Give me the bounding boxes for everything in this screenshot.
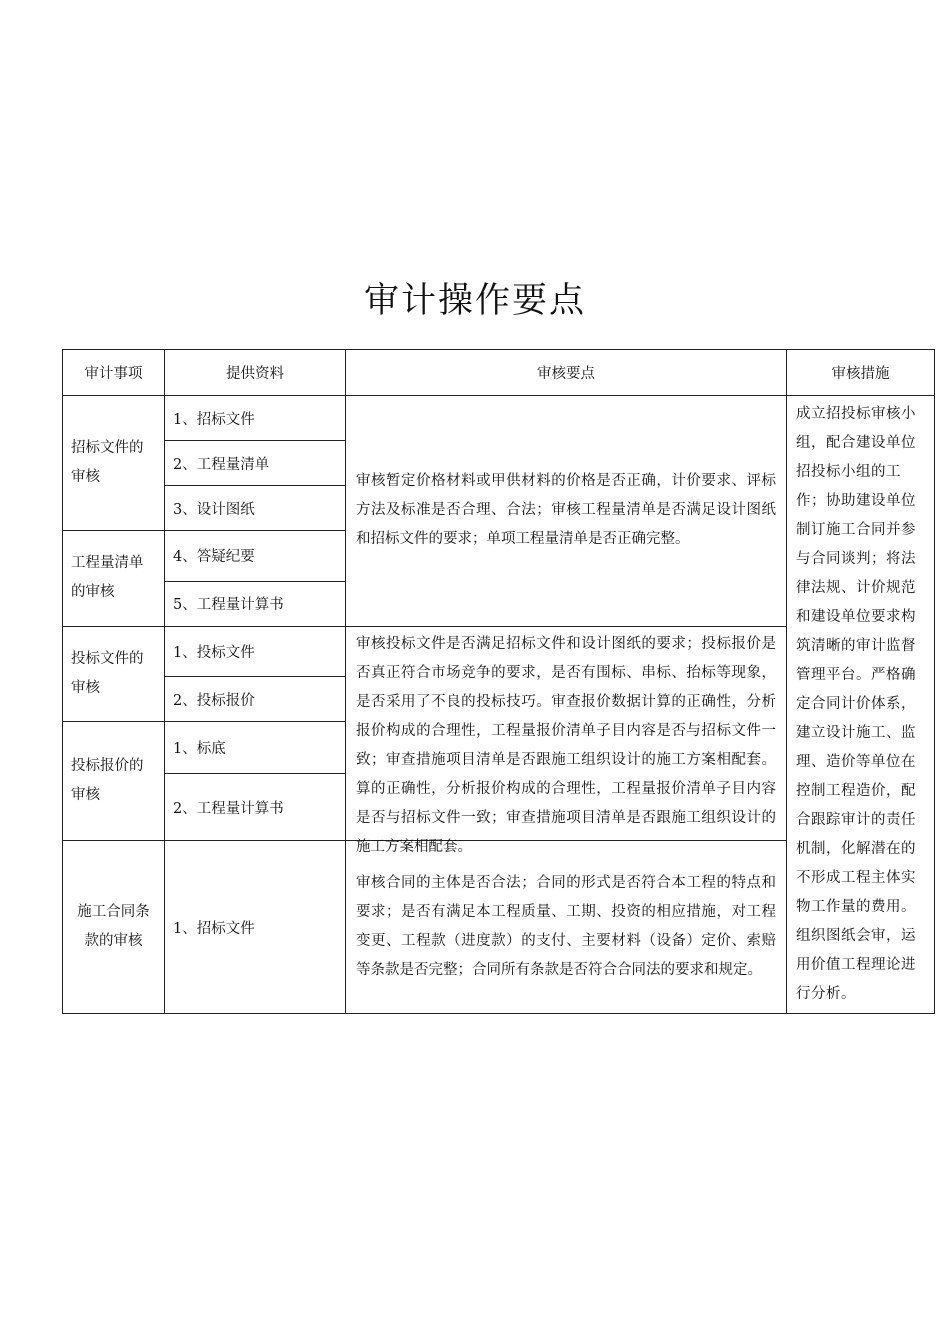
table-header-row: [63, 350, 935, 396]
audit-item-bill: 工程量清单的审核: [63, 531, 165, 627]
material-cell: 4、答疑纪要: [165, 531, 346, 582]
audit-item-label: 投标文件的审核: [71, 650, 144, 696]
material-cell: 3、设计图纸: [165, 486, 346, 531]
header-materials: 提供资料: [165, 350, 346, 396]
review-points-contract: 审核合同的主体是否合法；合同的形式是否符合本工程的特点和要求；是否有满足本工程质量、工期、投资的相应措施，对工程变更、工程款（进度款）的支付、主要材料（设备）定价、索赔等条款是否完整；合同所有条款是否符合合同法的要求和规定。: [346, 841, 787, 1014]
audit-item-quotation: 投标报价的审核: [63, 722, 165, 841]
material-cell: 1、招标文件: [165, 396, 346, 441]
material-cell: 1、标底: [165, 722, 346, 774]
header-review-points: 审核要点: [346, 350, 787, 396]
audit-item-tender: 招标文件的审核: [63, 396, 165, 531]
material-cell: 1、投标文件: [165, 626, 346, 677]
header-review-measures: 审核措施: [787, 350, 935, 396]
page-title: 审计操作要点: [363, 281, 586, 321]
review-points-text: 审核投标文件是否满足招标文件和设计图纸的要求；投标报价是否真正符合市场竞争的要求，是否有围标、串标、抬标等现象，是否采用了不良的投标技巧。审查报价数据计算的正确性，分析报价构成的合理性，工程量报价清单子目内容是否与招标文件一致；审查措施项目清单是否跟施工组织设计的施工方案相配套。算的正确性，分析报价构成的合理性，工程量报价清单子目内容是否与招标文件一致；审查措施项目清单是否跟施工组织设计的施工方案相配套。: [356, 635, 776, 855]
review-points-bid-quotation: [346, 626, 787, 855]
material-cell: 2、工程量计算书: [165, 774, 346, 841]
audit-item-bid: [63, 626, 165, 722]
material-cell: 2、工程量清单: [165, 441, 346, 486]
review-measures: 成立招投标审核小组，配合建设单位招投标小组的工作；协助建设单位制订施工合同并参与合同谈判；将法律法规、计价规范和建设单位要求构筑清晰的审计监督管理平台。严格确定合同计价体系，建立设计施工、监理、造价等单位在控制工程造价，配合跟踪审计的责任机制，化解潜在的不形成工程主体实物工作量的费用。组织图纸会审，运用价值工程理论进行分析。: [787, 396, 935, 1014]
table-row: [63, 396, 935, 441]
material-cell: 2、投标报价: [165, 677, 346, 722]
audit-table: [62, 349, 935, 1014]
header-audit-item: 审计事项: [63, 350, 165, 396]
material-cell: 1、招标文件: [165, 841, 346, 1014]
review-points-tender-bill: 审核暂定价格材料或甲供材料的价格是否正确，计价要求、评标方法及标准是否合理、合法；审核工程量清单是否满足设计图纸和招标文件的要求；单项工程量清单是否正确完整。: [346, 396, 787, 627]
material-cell: 5、工程量计算书: [165, 581, 346, 626]
audit-item-contract: 施工合同条款的审核: [63, 841, 165, 1014]
